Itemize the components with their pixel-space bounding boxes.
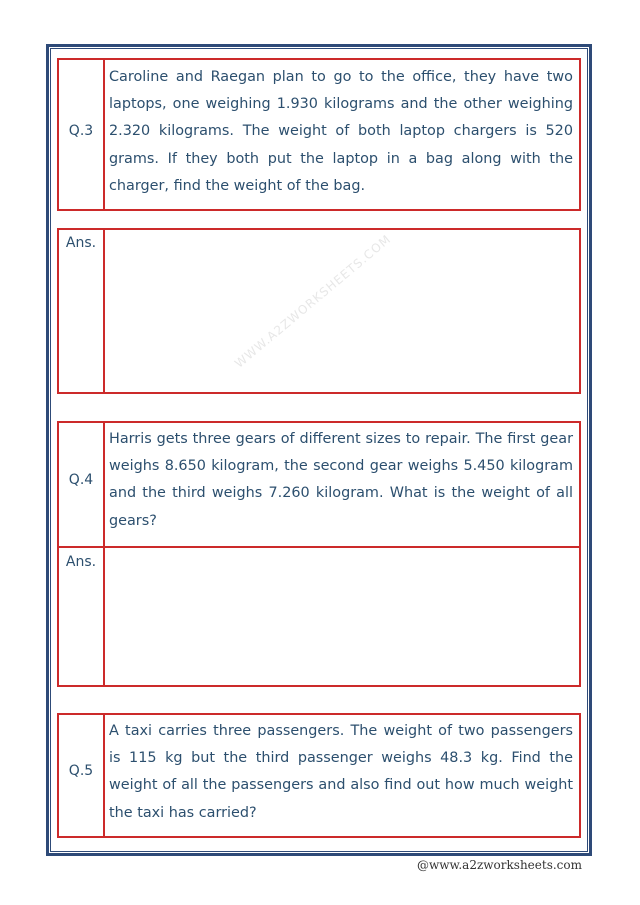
- question-5-box: [57, 713, 581, 838]
- question-4-text: Harris gets three gears of different sizes to repair. The first gear weighs 8.650 kilogram, the second gear weighs 5.450 kilogram and the third weighs 7.260 kilogram. What is the weight of all gears?: [109, 431, 573, 529]
- footer-url: @www.a2zworksheets.com: [416, 858, 582, 872]
- answer-4-label: Ans.: [65, 554, 97, 570]
- answer-3-label: Ans.: [65, 235, 97, 251]
- answer-3-box: [57, 228, 581, 394]
- answer-3-divider: [103, 230, 105, 392]
- answer-4-box: [57, 546, 581, 687]
- question-4-divider: [103, 423, 105, 546]
- answer-4-divider: [103, 548, 105, 685]
- watermark: WWW.A2ZWORKSHEETS.COM: [232, 231, 394, 371]
- question-3-box: [57, 58, 581, 211]
- question-4-number: Q.4: [68, 472, 94, 488]
- question-3-number: Q.3: [68, 123, 94, 139]
- question-5-divider: [103, 715, 105, 836]
- question-3-divider: [103, 60, 105, 209]
- question-5-number: Q.5: [68, 763, 94, 779]
- question-5-text: A taxi carries three passengers. The weight of two passengers is 115 kg but the third passenger weighs 48.3 kg. Find the weight of all the passengers and also find out how much weight the taxi has carried?: [109, 723, 573, 821]
- question-3-text: Caroline and Raegan plan to go to the office, they have two laptops, one weighing 1.930 kilograms and the other weighing 2.320 kilograms. The weight of both laptop chargers is 520 grams. If they both put the laptop in a bag along with the charger, find the weight of the bag.: [109, 69, 573, 194]
- question-4-box: [57, 421, 581, 548]
